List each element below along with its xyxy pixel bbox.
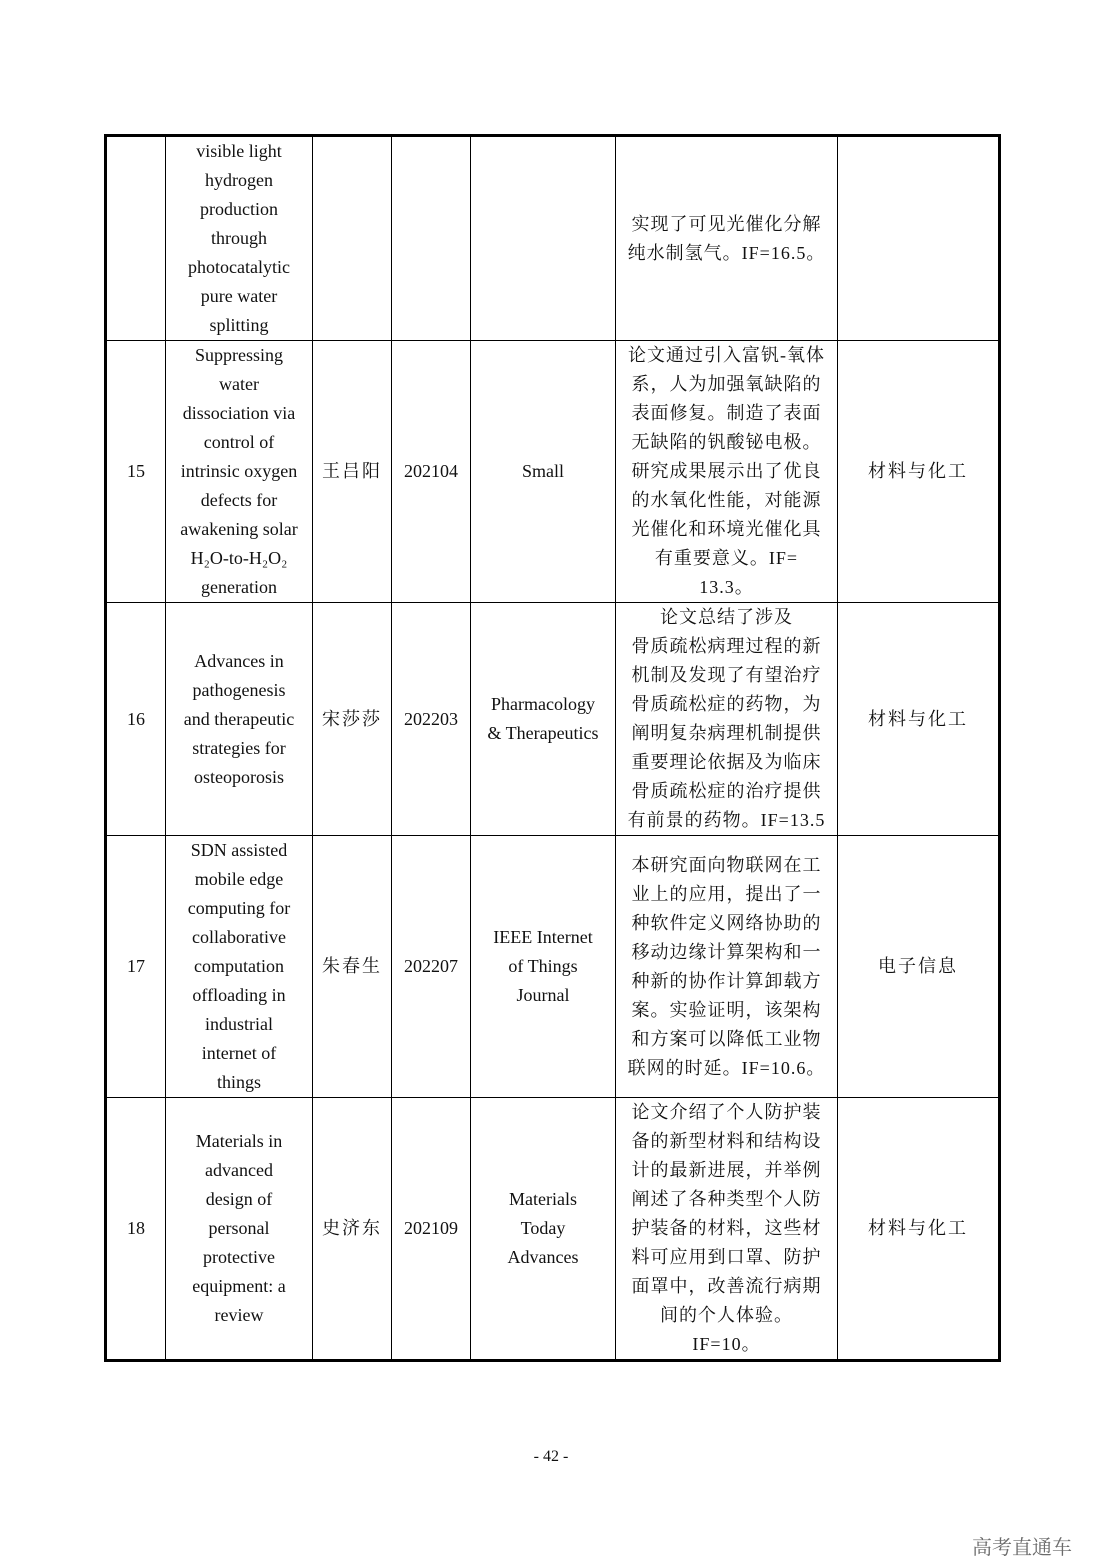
- journal-cell: [471, 341, 616, 603]
- paper-title-cell: [166, 341, 313, 603]
- cell-line: 备的新型材料和结构设: [631, 1131, 822, 1151]
- cell-line: 间的个人体验。: [660, 1305, 793, 1325]
- cell-line: internet of: [201, 1043, 277, 1063]
- cell-line: 重要理论依据及为临床: [631, 752, 822, 772]
- cell-line: 业上的应用，提出了一: [631, 883, 822, 904]
- cell-line: things: [216, 1072, 261, 1092]
- journal-cell: [471, 836, 616, 1098]
- row-number-cell: [106, 136, 166, 341]
- cell-line: equipment: a: [192, 1276, 286, 1296]
- cell-line: production: [200, 199, 278, 219]
- publish-date-cell: [392, 136, 471, 341]
- cell-line: design of: [205, 1189, 273, 1209]
- table-row: [106, 1098, 1000, 1361]
- field-cell: 材料与化工: [838, 1098, 1000, 1361]
- field-cell: [838, 136, 1000, 341]
- author-cell: [313, 136, 392, 341]
- description-cell: [616, 1098, 838, 1361]
- cell-line: protective: [203, 1247, 275, 1267]
- row-number-cell: 17: [106, 836, 166, 1098]
- cell-line: 料可应用到口罩、防护: [631, 1247, 822, 1267]
- cell-line: strategies for: [192, 737, 286, 758]
- author-cell: 宋莎莎: [313, 603, 392, 836]
- row-number-cell: 15: [106, 341, 166, 603]
- cell-line: mobile edge: [194, 869, 284, 889]
- field-cell: 材料与化工: [838, 341, 1000, 603]
- cell-line: Materials: [509, 1189, 577, 1209]
- table-row: [106, 836, 1000, 1098]
- cell-line: 和方案可以降低工业物: [631, 1028, 822, 1049]
- cell-line: hydrogen: [205, 170, 273, 190]
- row-number-cell: 18: [106, 1098, 166, 1361]
- table-body: [106, 136, 1000, 1361]
- cell-line: 面罩中，改善流行病期: [631, 1276, 822, 1296]
- cell-line: 光催化和环境光催化具: [631, 519, 822, 539]
- papers-table: [104, 134, 1001, 1362]
- cell-line: 表面修复。制造了表面: [631, 403, 822, 423]
- cell-line: 实现了可见光催化分解: [631, 213, 822, 234]
- cell-line: pathogenesis: [192, 679, 286, 700]
- cell-line: of Things: [508, 956, 578, 976]
- cell-line: Small: [521, 461, 564, 481]
- cell-line: 系，人为加强氧缺陷的: [631, 374, 822, 394]
- cell-line: offloading in: [192, 985, 286, 1005]
- cell-line: IF=10。: [692, 1334, 761, 1354]
- cell-line: 研究成果展示出了优良: [631, 461, 822, 481]
- cell-line: IEEE Internet: [493, 927, 593, 947]
- cell-line: intrinsic oxygen: [180, 461, 298, 481]
- cell-line: 机制及发现了有望治疗: [631, 665, 822, 685]
- paper-title-cell: [166, 603, 313, 836]
- cell-line: Pharmacology: [491, 694, 595, 714]
- description-cell: [616, 836, 838, 1098]
- cell-line: H₂O-to-H₂O₂: [190, 548, 288, 568]
- publish-date-cell: 202207: [392, 836, 471, 1098]
- cell-line: Advances: [507, 1247, 579, 1267]
- journal-cell: [471, 136, 616, 341]
- paper-title-cell: [166, 136, 313, 341]
- author-cell: 朱春生: [313, 836, 392, 1098]
- cell-line: 论文通过引入富钒-氧体: [628, 345, 825, 365]
- cell-line: 骨质疏松症的治疗提供: [631, 781, 822, 801]
- cell-line: water: [219, 374, 259, 394]
- publish-date-cell: 202109: [392, 1098, 471, 1361]
- cell-line: splitting: [209, 315, 269, 335]
- cell-line: advanced: [205, 1160, 273, 1180]
- cell-line: through: [211, 228, 267, 248]
- cell-line: photocatalytic: [188, 257, 290, 277]
- cell-line: Advances in: [194, 650, 284, 671]
- cell-line: 案。实验证明，该架构: [631, 999, 822, 1020]
- cell-line: computation: [194, 956, 284, 976]
- cell-line: 种新的协作计算卸载方: [631, 970, 822, 991]
- cell-line: SDN assisted: [190, 840, 288, 860]
- table-row: [106, 603, 1000, 836]
- cell-line: 计的最新进展，并举例: [631, 1160, 822, 1180]
- paper-title-cell: [166, 1098, 313, 1361]
- cell-line: generation: [201, 577, 277, 597]
- cell-line: computing for: [187, 898, 291, 918]
- publish-date-cell: 202203: [392, 603, 471, 836]
- journal-cell: [471, 1098, 616, 1361]
- cell-line: 阐述了各种类型个人防: [631, 1189, 822, 1209]
- table-row: [106, 341, 1000, 603]
- cell-line: 骨质疏松病理过程的新: [631, 636, 822, 656]
- cell-line: Suppressing: [194, 345, 283, 365]
- cell-line: 本研究面向物联网在工: [631, 854, 822, 875]
- cell-line: 13.3。: [699, 577, 754, 597]
- description-cell: [616, 341, 838, 603]
- cell-line: collaborative: [192, 927, 286, 947]
- cell-line: industrial: [205, 1014, 273, 1034]
- cell-line: Materials in: [195, 1131, 283, 1151]
- author-cell: 王吕阳: [313, 341, 392, 603]
- cell-line: 骨质疏松症的药物，为: [631, 694, 822, 714]
- cell-line: pure water: [200, 286, 278, 306]
- field-cell: 材料与化工: [838, 603, 1000, 836]
- cell-line: personal: [208, 1218, 270, 1238]
- field-cell: 电子信息: [838, 836, 1000, 1098]
- cell-line: review: [214, 1305, 264, 1325]
- cell-line: Today: [520, 1218, 566, 1238]
- author-cell: 史济东: [313, 1098, 392, 1361]
- row-number-cell: 16: [106, 603, 166, 836]
- cell-line: 联网的时延。IF=10.6。: [627, 1057, 826, 1078]
- cell-line: control of: [203, 432, 275, 452]
- cell-line: dissociation via: [182, 403, 296, 423]
- cell-line: Journal: [516, 985, 570, 1005]
- cell-line: & Therapeutics: [487, 723, 599, 743]
- publish-date-cell: 202104: [392, 341, 471, 603]
- cell-line: 护装备的材料，这些材: [631, 1218, 822, 1238]
- cell-line: awakening solar: [180, 519, 298, 539]
- watermark: 高考直通车: [972, 1535, 1072, 1559]
- table-row: [106, 136, 1000, 341]
- cell-line: 阐明复杂病理机制提供: [631, 723, 822, 743]
- page-number: - 42 -: [533, 1448, 569, 1465]
- cell-line: 无缺陷的钒酸铋电极。: [631, 432, 822, 452]
- description-cell: [616, 136, 838, 341]
- cell-line: 移动边缘计算架构和一: [631, 941, 822, 962]
- cell-line: 纯水制氢气。IF=16.5。: [627, 242, 826, 263]
- cell-line: 有重要意义。IF=: [654, 548, 799, 568]
- description-cell: [616, 603, 838, 836]
- cell-line: osteoporosis: [194, 766, 284, 787]
- cell-line: 的水氧化性能，对能源: [631, 490, 822, 510]
- cell-line: 种软件定义网络协助的: [631, 912, 822, 933]
- cell-line: 论文介绍了个人防护装: [631, 1102, 822, 1122]
- cell-line: defects for: [200, 490, 278, 510]
- cell-line: 论文总结了涉及: [660, 607, 793, 627]
- cell-line: 有前景的药物。IF=13.5: [627, 810, 826, 830]
- cell-line: visible light: [196, 141, 282, 161]
- journal-cell: [471, 603, 616, 836]
- cell-line: and therapeutic: [183, 708, 295, 729]
- paper-title-cell: [166, 836, 313, 1098]
